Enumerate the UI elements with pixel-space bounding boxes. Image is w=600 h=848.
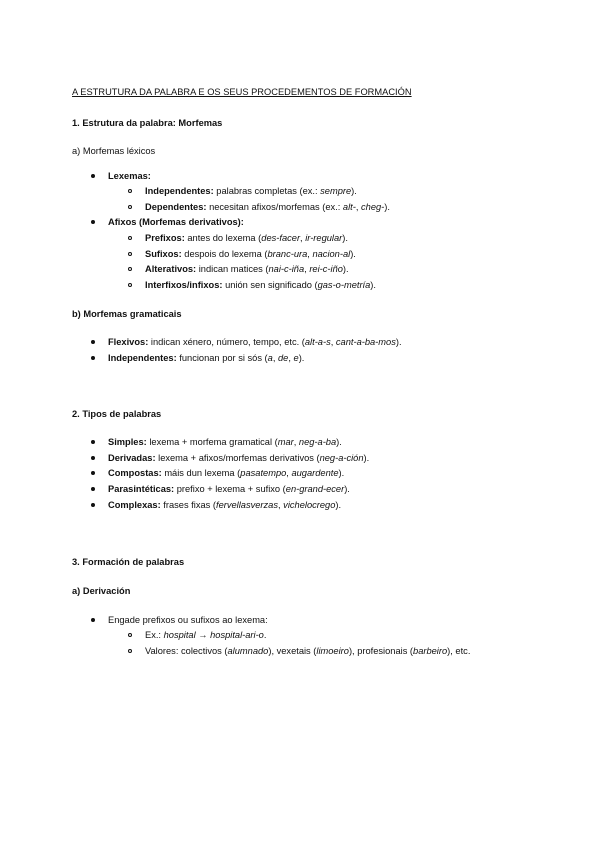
bullet (91, 440, 95, 444)
afixos-label: Afixos (Morfemas derivativos): (108, 217, 244, 227)
subsection-a-heading: a) Morfemas léxicos (72, 146, 156, 156)
bullet (91, 356, 95, 360)
derivacion-heading: a) Derivación (72, 586, 131, 596)
list-item-engade: Engade prefixos ou sufixos ao lexema: (108, 615, 268, 625)
sub-bullet (128, 267, 132, 271)
section-2-heading: 2. Tipos de palabras (72, 409, 162, 419)
sub-bullet (128, 205, 132, 209)
list-item-compostas: Compostas: máis dun lexema (pasatempo, augardente). (108, 468, 345, 478)
sub-bullet (128, 633, 132, 637)
list-item-parasinteticas: Parasintéticas: prefixo + lexema + sufixo (en-grand-ecer). (108, 484, 350, 494)
sub-bullet (128, 252, 132, 256)
sub-bullet (128, 649, 132, 653)
list-item-derivadas: Derivadas: lexema + afixos/morfemas derivativos (neg-a-ción). (108, 453, 370, 463)
bullet (91, 487, 95, 491)
list-item-sufixos: Sufixos: despois do lexema (branc-ura, nacion-al). (145, 249, 356, 259)
document-title: A ESTRUTURA DA PALABRA E OS SEUS PROCEDEMENTOS DE FORMACIÓN (72, 87, 412, 97)
lexemas-label: Lexemas: (108, 171, 151, 181)
bullet (91, 456, 95, 460)
list-item-prefixos: Prefixos: antes do lexema (des-facer, ir-regular). (145, 233, 348, 243)
bullet (91, 220, 95, 224)
sub-bullet (128, 283, 132, 287)
list-item-valores: Valores: colectivos (alumnado), vexetais (limoeiro), profesionais (barbeiro), etc. (145, 646, 471, 656)
list-item-independentes-gram: Independentes: funcionan por si sós (a, de, e). (108, 353, 305, 363)
list-item-dependentes: Dependentes: necesitan afixos/morfemas (ex.: alt-, cheg-). (145, 202, 390, 212)
list-item-complexas: Complexas: frases fixas (fervellasverzas, vichelocrego). (108, 500, 342, 510)
sub-bullet (128, 189, 132, 193)
list-item-independentes: Independentes: palabras completas (ex.: sempre). (145, 186, 357, 196)
section-1-heading: 1. Estrutura da palabra: Morfemas (72, 118, 223, 128)
list-item-example: Ex.: hospital → hospital-ari-o. (145, 630, 267, 640)
bullet (91, 618, 95, 622)
bullet (91, 503, 95, 507)
list-item-simples: Simples: lexema + morfema gramatical (mar, neg-a-ba). (108, 437, 342, 447)
sub-bullet (128, 236, 132, 240)
subsection-b-heading: b) Morfemas gramaticais (72, 309, 182, 319)
bullet (91, 174, 95, 178)
list-item-interfixos: Interfixos/infixos: unión sen significado (gas-o-metría). (145, 280, 376, 290)
list-item-flexivos: Flexivos: indican xénero, número, tempo, etc. (alt-a-s, cant-a-ba-mos). (108, 337, 402, 347)
section-3-heading: 3. Formación de palabras (72, 557, 185, 567)
bullet (91, 471, 95, 475)
bullet (91, 340, 95, 344)
list-item-alterativos: Alterativos: indican matices (nai-c-iña, rei-c-iño). (145, 264, 349, 274)
